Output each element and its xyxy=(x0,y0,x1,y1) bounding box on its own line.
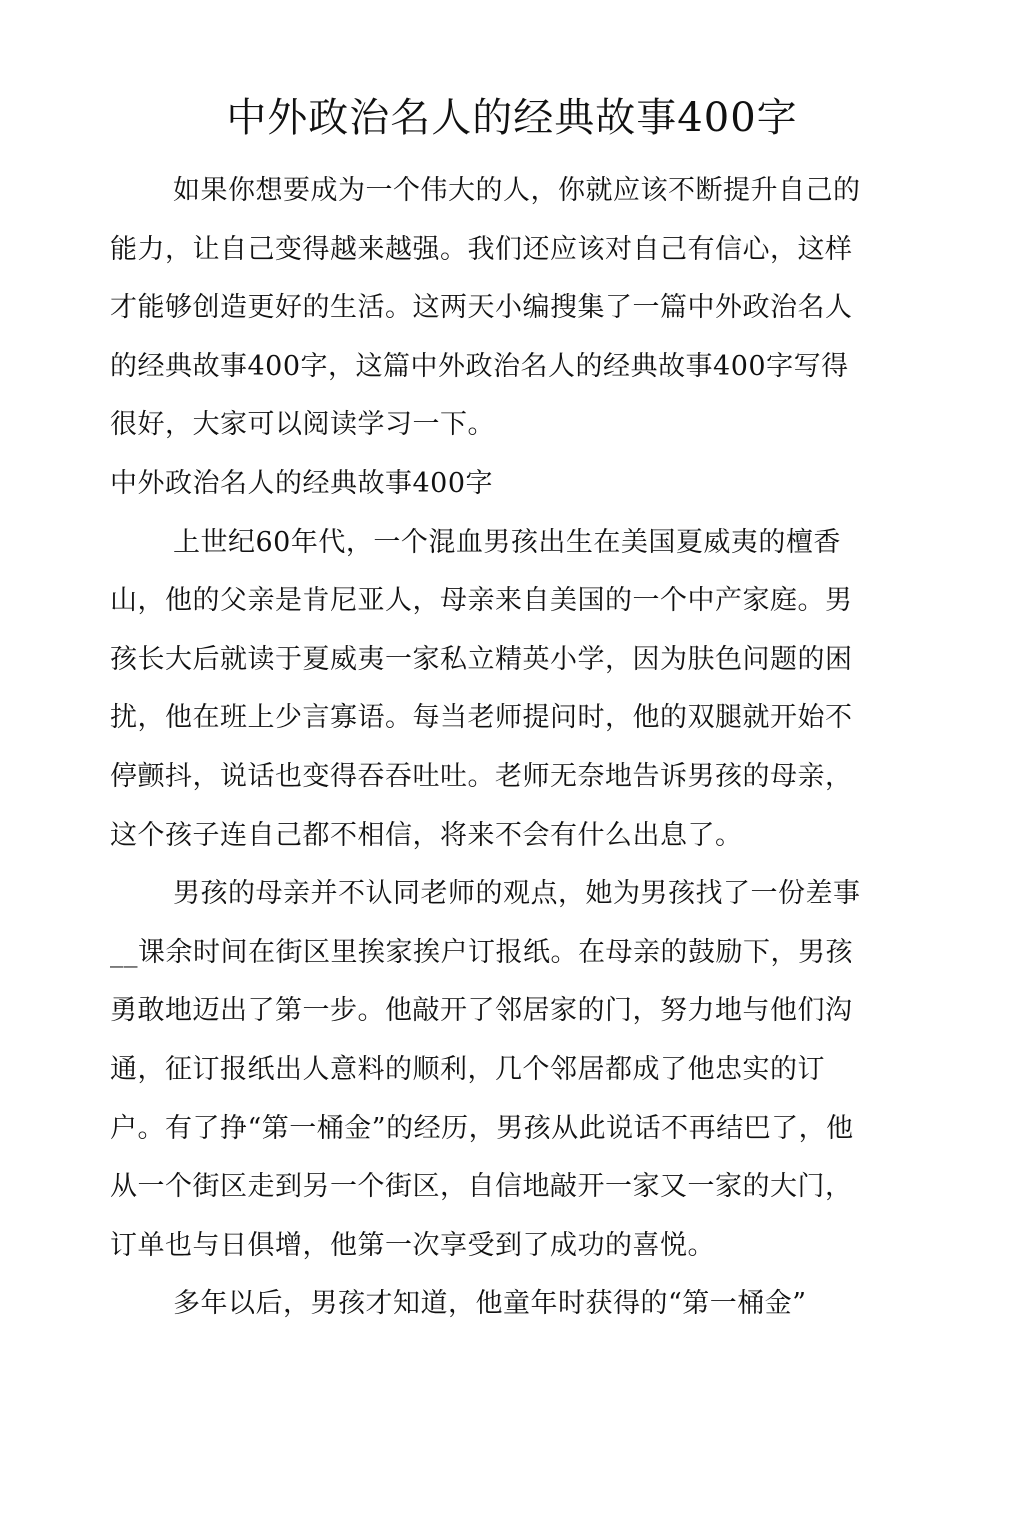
story-paragraph-2: 男孩的母亲并不认同老师的观点，她为男孩找了一份差事__课余时间在街区里挨家挨户订报纸。在母亲的鼓励下，男孩勇敢地迈出了第一步。他敲开了邻居家的门，努力地与他们沟通，征订报纸出人意料的顺利，几个邻居都成了他忠实的订户。有了挣“第一桶金”的经历，男孩从此说话不再结巴了，他从一个街区走到另一个街区，自信地敲开一家又一家的大门，订单也与日俱增，他第一次享受到了成功的喜悦。 xyxy=(110,878,861,1261)
section-subheading: 中外政治名人的经典故事400字 xyxy=(110,467,494,499)
story-paragraph-3: 多年以后，男孩才知道，他童年时获得的“第一桶金” xyxy=(173,1288,807,1320)
story-paragraph-1: 上世纪60年代，一个混血男孩出生在美国夏威夷的檀香山，他的父亲是肯尼亚人，母亲来自美国的一个中产家庭。男孩长大后就读于夏威夷一家私立精英小学，因为肤色问题的困扰，他在班上少言寡语。每当老师提问时，他的双腿就开始不停颤抖，说话也变得吞吞吐吐。老师无奈地告诉男孩的母亲，这个孩子连自己都不相信，将来不会有什么出息了。 xyxy=(110,526,853,851)
document-body xyxy=(110,162,870,1334)
document-title: 中外政治名人的经典故事400字 xyxy=(226,95,798,141)
intro-paragraph: 如果你想要成为一个伟大的人，你就应该不断提升自己的能力，让自己变得越来越强。我们还应该对自己有信心，这样才能够创造更好的生活。这两天小编搜集了一篇中外政治名人的经典故事400字，这篇中外政治名人的经典故事400字写得很好，大家可以阅读学习一下。 xyxy=(110,175,861,441)
